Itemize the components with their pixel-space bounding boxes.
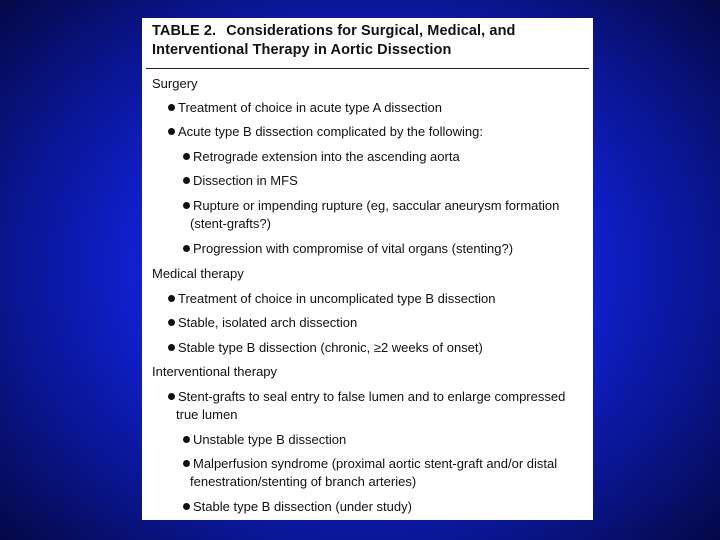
header-rule bbox=[146, 68, 589, 69]
section-heading-medical: Medical therapy bbox=[152, 266, 244, 281]
sub-list-item bbox=[183, 240, 513, 257]
table-title-line1 bbox=[152, 22, 516, 41]
bullet-icon bbox=[183, 202, 190, 209]
list-item bbox=[168, 388, 565, 405]
section-heading-surgery: Surgery bbox=[152, 76, 198, 91]
bullet-icon bbox=[168, 128, 175, 135]
sub-list-item bbox=[183, 498, 412, 515]
list-item-text: Progression with compromise of vital organs (stenting?) bbox=[193, 241, 514, 256]
list-item-text: Rupture or impending rupture (eg, saccular aneurysm formation bbox=[193, 198, 560, 213]
list-item-text: Stent-grafts to seal entry to false lumen and to enlarge compressed bbox=[178, 389, 566, 404]
list-item-text: Malperfusion syndrome (proximal aortic stent-graft and/or distal bbox=[193, 456, 558, 471]
list-item bbox=[168, 339, 483, 356]
table-title bbox=[152, 22, 516, 60]
sub-list-item bbox=[183, 197, 559, 214]
list-item-text: Unstable type B dissection bbox=[193, 432, 347, 447]
list-item-text: Treatment of choice in uncomplicated type B dissection bbox=[178, 291, 496, 306]
list-item-continuation: (stent-grafts?) bbox=[190, 216, 271, 231]
list-item-text: Treatment of choice in acute type A dissection bbox=[178, 100, 442, 115]
sub-list-item bbox=[183, 148, 460, 165]
bullet-icon bbox=[183, 177, 190, 184]
sub-list-item bbox=[183, 431, 346, 448]
list-item-text: Dissection in MFS bbox=[193, 173, 298, 188]
list-item-continuation: fenestration/stenting of branch arteries) bbox=[190, 474, 417, 489]
bullet-icon bbox=[168, 104, 175, 111]
list-item-text: Retrograde extension into the ascending aorta bbox=[193, 149, 460, 164]
list-item-text: Stable type B dissection (chronic, ≥2 weeks of onset) bbox=[178, 340, 483, 355]
table-number: TABLE 2. bbox=[152, 23, 217, 39]
bullet-icon bbox=[168, 344, 175, 351]
list-item-text: Stable, isolated arch dissection bbox=[178, 315, 358, 330]
bullet-icon bbox=[168, 319, 175, 326]
bullet-icon bbox=[183, 436, 190, 443]
bullet-icon bbox=[168, 295, 175, 302]
bullet-icon bbox=[168, 393, 175, 400]
list-item bbox=[168, 314, 357, 331]
list-item bbox=[168, 123, 483, 140]
bullet-icon bbox=[183, 503, 190, 510]
list-item-text: Stable type B dissection (under study) bbox=[193, 499, 412, 514]
bullet-icon bbox=[183, 460, 190, 467]
bullet-icon bbox=[183, 153, 190, 160]
bullet-icon bbox=[183, 245, 190, 252]
sub-list-item bbox=[183, 172, 298, 189]
list-item bbox=[168, 99, 442, 116]
section-heading-interventional: Interventional therapy bbox=[152, 364, 278, 379]
list-item-continuation: true lumen bbox=[176, 407, 238, 422]
list-item-text: Acute type B dissection complicated by the following: bbox=[178, 124, 483, 139]
sub-list-item bbox=[183, 455, 557, 472]
table-title-text-1: Considerations for Surgical, Medical, and bbox=[226, 23, 516, 39]
list-item bbox=[168, 290, 495, 307]
table-card bbox=[142, 18, 593, 520]
table-title-line2: Interventional Therapy in Aortic Dissection bbox=[152, 42, 452, 58]
